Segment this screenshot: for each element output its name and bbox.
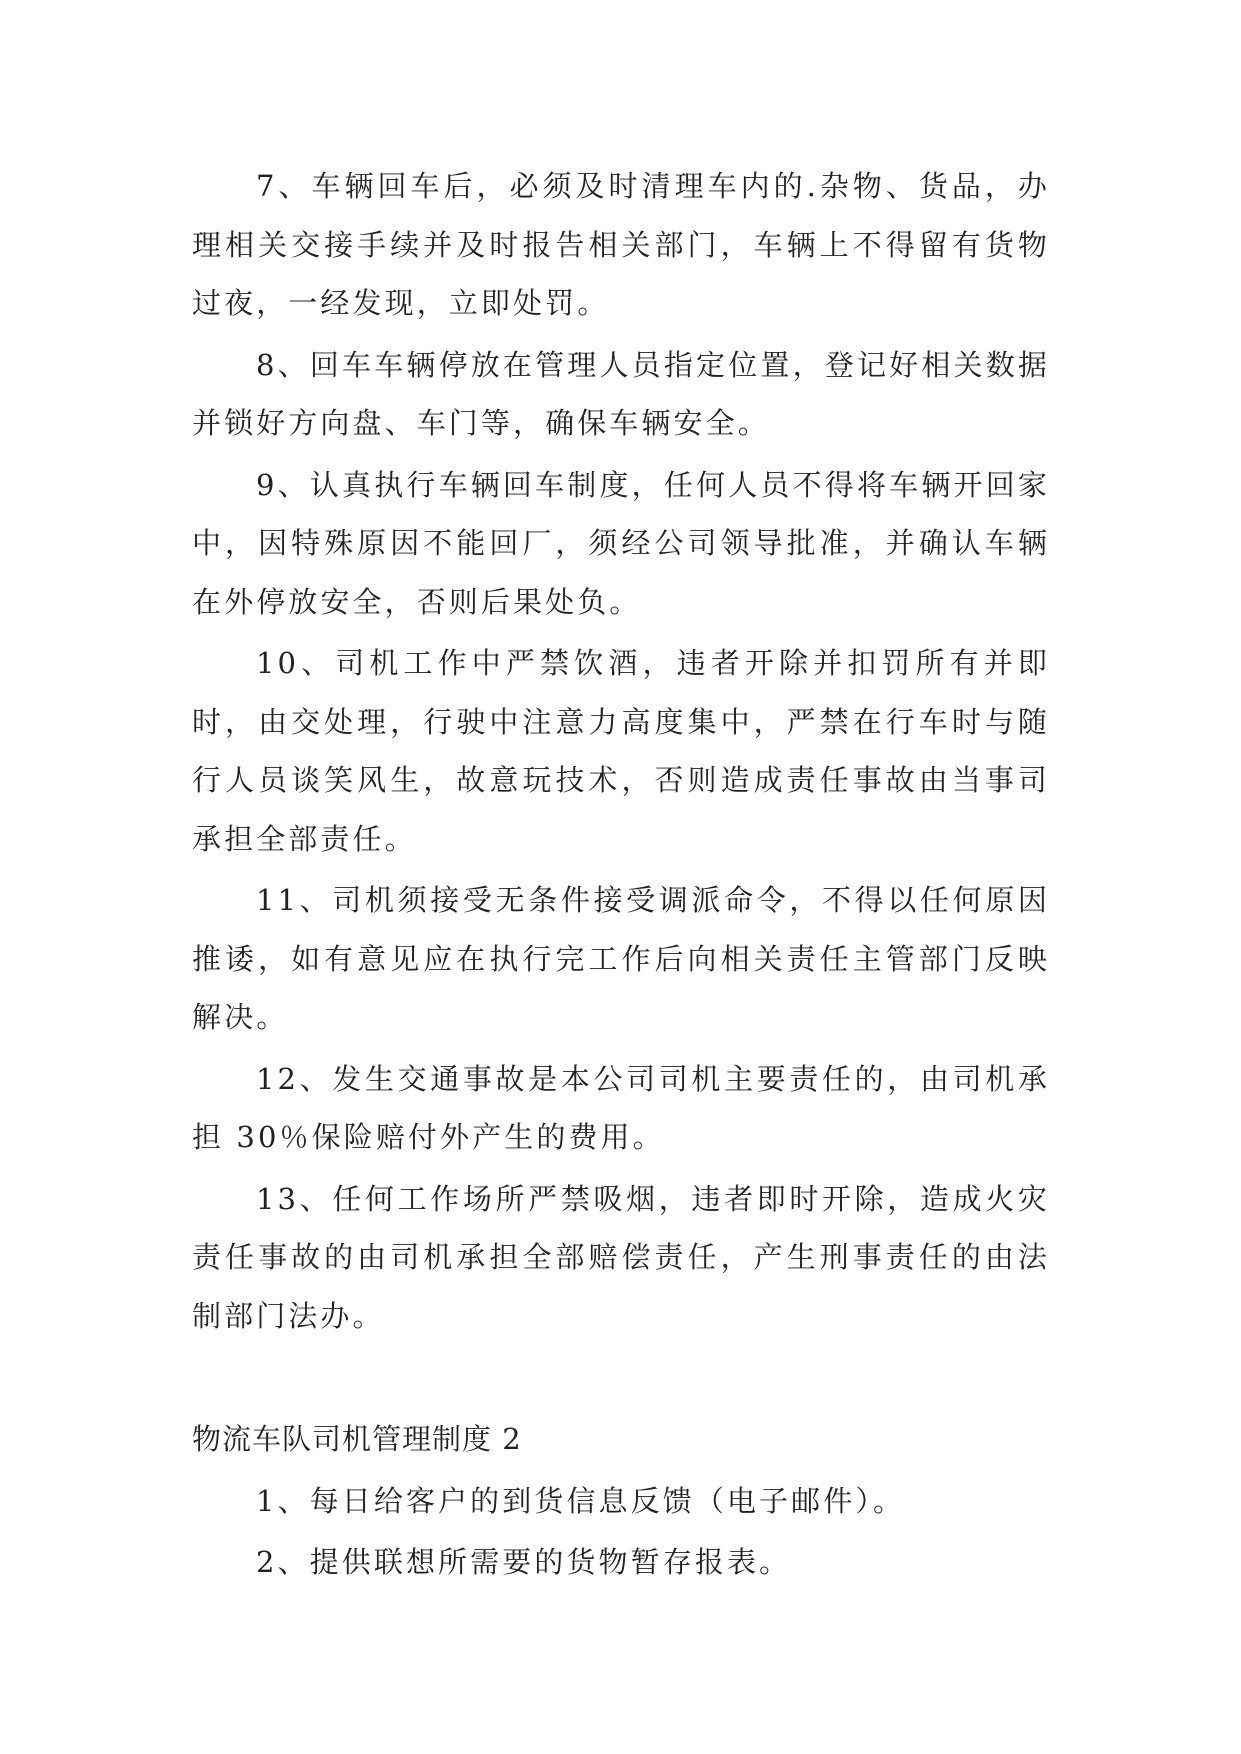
paragraph-rule-9: 9、认真执行车辆回车制度，任何人员不得将车辆开回家中，因特殊原因不能回厂，须经公司领导批准，并确认车辆在外停放安全，否则后果处负。 <box>192 467 1050 619</box>
section-item-1: 1、每日给客户的到货信息反馈（电子邮件）。 <box>256 1483 906 1518</box>
paragraph-rule-12: 12、发生交通事故是本公司司机主要责任的，由司机承担 30％保险赔付外产生的费用。 <box>192 1061 1050 1154</box>
paragraph-rule-8: 8、回车车辆停放在管理人员指定位置，登记好相关数据并锁好方向盘、车门等，确保车辆安全。 <box>192 347 1050 440</box>
section-item-2: 2、提供联想所需要的货物暂存报表。 <box>256 1545 792 1579</box>
document-body <box>192 157 1050 1595</box>
paragraph-rule-13: 13、任何工作场所严禁吸烟，违者即时开除，造成火灾责任事故的由司机承担全部赔偿责任，产生刑事责任的由法制部门法办。 <box>192 1181 1050 1333</box>
paragraph-rule-10: 10、司机工作中严禁饮酒，违者开除并扣罚所有并即时，由交处理，行驶中注意力高度集中，严禁在行车时与随行人员谈笑风生，故意玩技术，否则造成责任事故由当事司承担全部责任。 <box>192 646 1050 856</box>
section-title: 物流车队司机管理制度 2 <box>192 1422 522 1456</box>
paragraph-rule-11: 11、司机须接受无条件接受调派命令，不得以任何原因推诿，如有意见应在执行完工作后向相关责任主管部门反映解决。 <box>192 883 1050 1034</box>
paragraph-rule-7: 7、车辆回车后，必须及时清理车内的.杂物、货品，办理相关交接手续并及时报告相关部门，车辆上不得留有货物过夜，一经发现，立即处罚。 <box>192 169 1050 320</box>
